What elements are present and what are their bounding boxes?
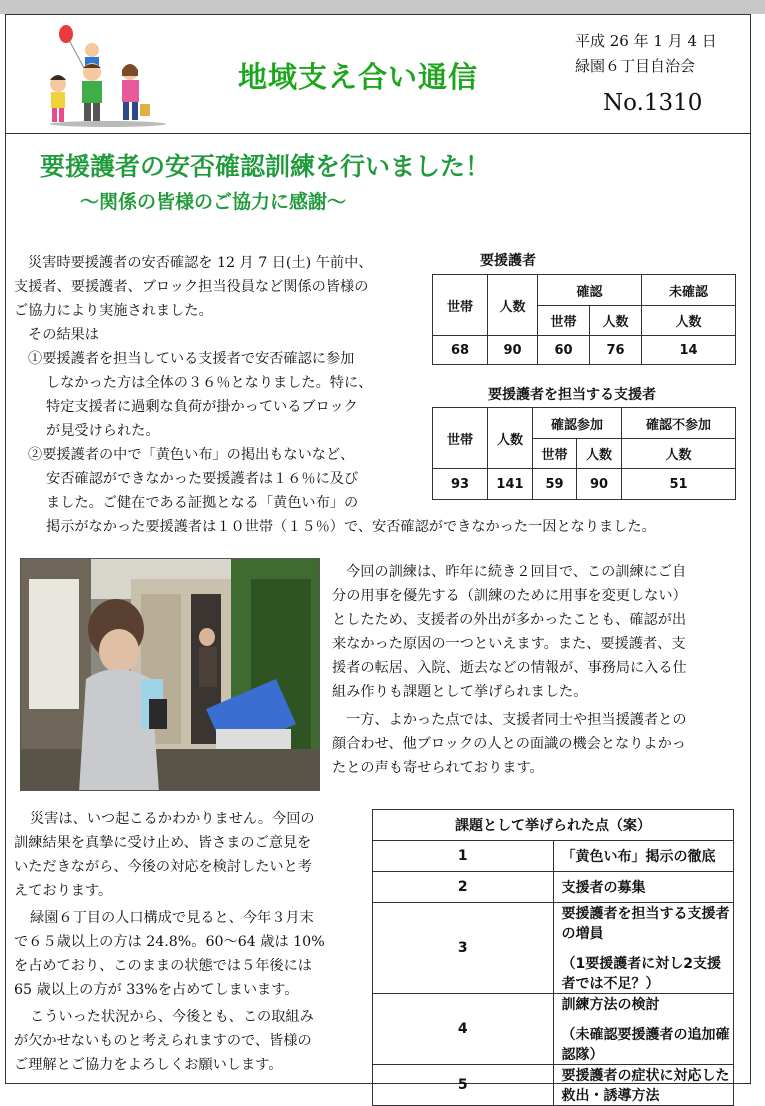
organization-name: 緑園６丁目自治会 [575, 57, 696, 75]
intro-line: 掲示がなかった要援護者は１０世帯（１５％）で、安否確認ができなかった一因となりました。 [46, 519, 656, 535]
issue-text: 支援者の募集 [553, 872, 734, 903]
issue-number: 1 [373, 841, 554, 872]
intro-line: しなかった方は全体の３６％となりました。特に、 [46, 375, 373, 391]
table-cell: 51 [622, 469, 736, 500]
intro-line: が見受けられた。 [46, 423, 160, 439]
intro-line: 安否確認ができなかった要援護者は１６％に及び [46, 471, 359, 487]
supporters-table [432, 407, 736, 500]
issues-table-title: 課題として挙げられた点（案） [373, 810, 734, 841]
intro-line: その結果は [28, 327, 99, 343]
newsletter-title: 地域支え合い通信 [238, 60, 479, 94]
article-headline: 要援護者の安否確認訓練を行いました！ [40, 152, 491, 181]
middle-line: 援者の転居、入院、逝去などの情報が、事務局に入る仕 [332, 660, 687, 676]
table-cell: 90 [577, 469, 622, 500]
photo-scene-icon [21, 559, 320, 791]
table-cell: 60 [538, 336, 590, 365]
th-participated-people: 人数 [577, 439, 622, 469]
closing-line: が欠かせないものと考えられますので、皆様の [14, 1033, 312, 1049]
closing-line: 災害は、いつ起こるかわかりません。今回の [30, 811, 315, 827]
issue-text: 「黄色い布」掲示の徹底 [553, 841, 734, 872]
table-cell: 76 [590, 336, 642, 365]
table-cell: 68 [433, 336, 488, 365]
header-divider [5, 133, 751, 134]
intro-line: 支援者、要援護者、ブロック担当役員など関係の皆様の [14, 279, 369, 295]
th-unconfirmed: 未確認 [642, 275, 736, 306]
recipients-table-title: 要援護者 [480, 253, 536, 269]
issue-date: 平成 26 年 1 月 4 日 [575, 32, 717, 50]
middle-line: 組み作りも課題として挙げられました。 [332, 684, 588, 700]
th-household: 世帯 [433, 408, 488, 469]
th-confirmed: 確認 [538, 275, 642, 306]
middle-line: としたため、支援者の外出が多かったことも、確認が出 [332, 612, 687, 628]
issue-text: 訓練方法の検討 [561, 997, 660, 1013]
th-confirmed-household: 世帯 [538, 306, 590, 336]
issue-cell [553, 994, 734, 1065]
intro-line: 災害時要援護者の安否確認を 12 月 7 日(土) 午前中、 [28, 255, 373, 271]
middle-line: 一方、よかった点では、支援者同士や担当援護者との [346, 712, 687, 728]
th-not-participated: 確認不参加 [622, 408, 736, 439]
intro-line: ご協力により実施されました。 [14, 303, 213, 319]
th-household: 世帯 [433, 275, 488, 336]
intro-line: ①要援護者を担当している支援者で安否確認に参加 [28, 351, 355, 367]
closing-line: で６５歳以上の方は 24.8%。60～64 歳は 10% [14, 934, 325, 950]
closing-line: いただきながら、今後の対応を検討したいと考 [14, 859, 312, 875]
closing-line: 65 歳以上の方が 33%を占めてしまいます。 [14, 982, 299, 998]
issue-number: 2 [373, 872, 554, 903]
table-cell: 14 [642, 336, 736, 365]
issues-table [372, 809, 734, 1106]
intro-line: ました。ご健在である証拠となる「黄色い布」の [46, 495, 359, 511]
article-subheadline: ～関係の皆様のご協力に感謝～ [80, 191, 347, 213]
middle-line: 顔合わせ、他ブロックの人との面識の機会となりよかっ [332, 736, 686, 752]
table-cell: 141 [488, 469, 533, 500]
closing-line: えております。 [14, 883, 113, 899]
issue-text: 要援護者を担当する支援者の増員 [561, 906, 730, 942]
table-cell: 59 [533, 469, 577, 500]
closing-line: こういった状況から、今後とも、この取組み [30, 1009, 314, 1025]
th-unconfirmed-people: 人数 [642, 306, 736, 336]
issue-number: No.1310 [603, 90, 703, 116]
issue-subtext: （未確認要援護者の追加確認隊） [561, 1027, 730, 1063]
th-participated: 確認参加 [533, 408, 622, 439]
middle-line: 今回の訓練は、昨年に続き２回目で、この訓練にご自 [346, 564, 687, 580]
intro-line: ②要援護者の中で「黄色い布」の掲出もないなど、 [28, 447, 355, 463]
th-people: 人数 [488, 408, 533, 469]
closing-line: 訓練結果を真摯に受け止め、皆さまのご意見を [14, 835, 312, 851]
issue-subtext: （1要援護者に対し2支援者では不足？） [561, 956, 721, 992]
issue-number: 4 [373, 994, 554, 1065]
th-confirmed-people: 人数 [590, 306, 642, 336]
middle-line: 来なかった原因の一つといえます。また、要援護者、支 [332, 636, 686, 652]
intro-line: 特定支援者に過剰な負荷が掛かっているブロック [46, 399, 358, 415]
table-cell: 93 [433, 469, 488, 500]
middle-line: 分の用事を優先する（訓練のために用事を変更しない） [332, 588, 687, 604]
issue-text: 要援護者の症状に対応した救出・誘導方法 [553, 1065, 734, 1106]
middle-line: たとの声も寄せられております。 [332, 760, 544, 776]
table-cell: 90 [488, 336, 538, 365]
training-photo [20, 558, 320, 791]
issue-number: 3 [373, 903, 554, 994]
top-border-bar [0, 0, 765, 14]
closing-line: ご理解とご協力をよろしくお願いします。 [14, 1057, 283, 1073]
family-illustration-icon [38, 24, 168, 128]
th-not-participated-people: 人数 [622, 439, 736, 469]
issue-cell [553, 903, 734, 994]
supporters-table-title: 要援護者を担当する支援者 [488, 387, 656, 403]
closing-line: 緑園６丁目の人口構成で見ると、今年３月末 [30, 910, 314, 926]
recipients-table [432, 274, 736, 365]
closing-line: を占めており、このままの状態では５年後には [14, 958, 312, 974]
th-participated-household: 世帯 [533, 439, 577, 469]
issue-number: 5 [373, 1065, 554, 1106]
th-people: 人数 [488, 275, 538, 336]
